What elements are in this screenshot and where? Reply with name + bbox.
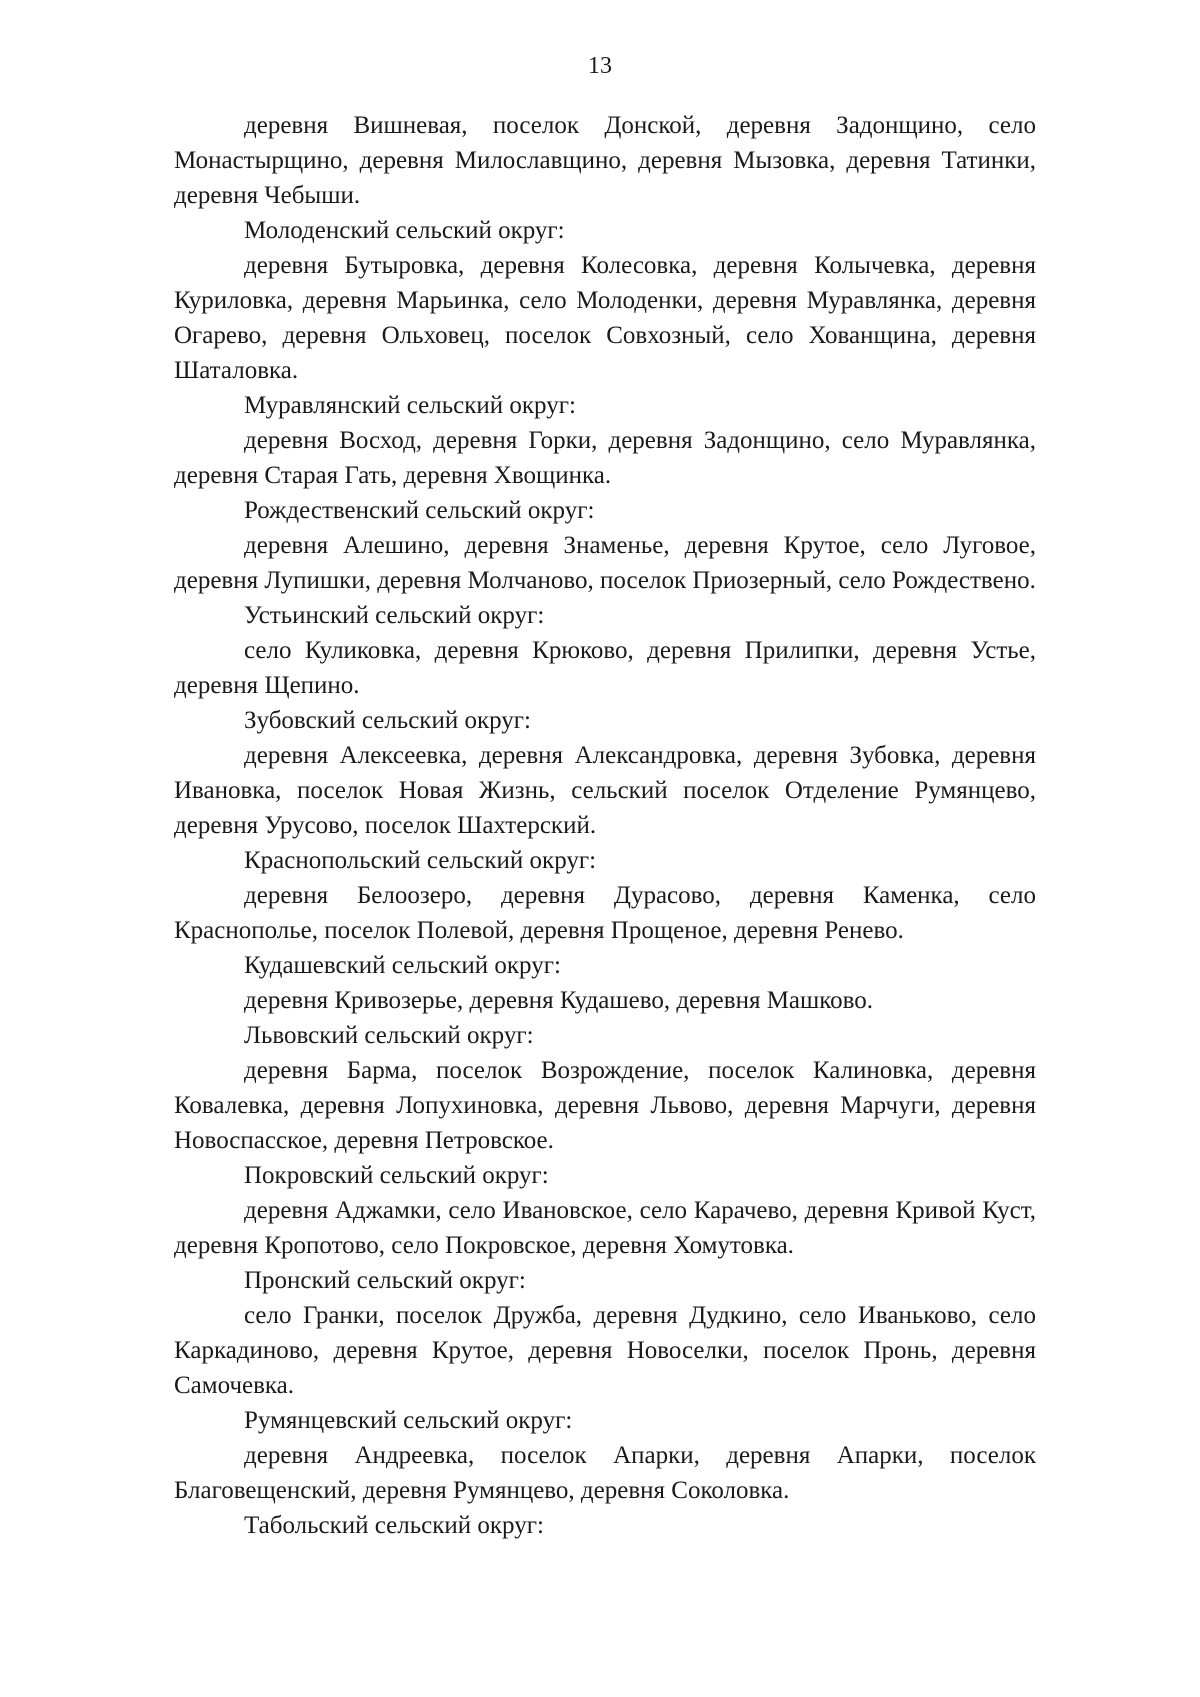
district-heading: Рождественский сельский округ:	[244, 497, 595, 524]
settlement-list: деревня Барма, поселок Возрождение, поселок Калиновка, деревня Ковалевка, деревня Лопухиновка, деревня Львово, деревня Марчуги, деревня Новоспасское, деревня Петровское.	[174, 1057, 1036, 1154]
district-heading: Табольский сельский округ:	[244, 1512, 544, 1539]
district-heading: Зубовский сельский округ:	[244, 707, 531, 734]
district-heading: Кудашевский сельский округ:	[244, 952, 561, 979]
page-number: 13	[588, 53, 612, 79]
district-heading: Львовский сельский округ:	[244, 1022, 534, 1049]
settlement-list: село Куликовка, деревня Крюково, деревня Прилипки, деревня Устье, деревня Щепино.	[174, 637, 1036, 699]
settlement-list: деревня Алешино, деревня Знаменье, деревня Крутое, село Луговое, деревня Лупишки, деревня Молчаново, поселок Приозерный, село Рождествено.	[174, 532, 1036, 594]
district-heading: Краснопольский сельский округ:	[244, 847, 597, 874]
settlement-list: деревня Алексеевка, деревня Александровка, деревня Зубовка, деревня Ивановка, поселок Новая Жизнь, сельский поселок Отделение Румянцево, деревня Урусово, поселок Шахтерский.	[174, 742, 1036, 839]
district-heading: Устьинский сельский округ:	[244, 602, 545, 629]
settlement-list: деревня Восход, деревня Горки, деревня Задонщино, село Муравлянка, деревня Старая Гать, деревня Хвощинка.	[174, 427, 1036, 489]
settlement-list: деревня Бутыровка, деревня Колесовка, деревня Колычевка, деревня Куриловка, деревня Марьинка, село Молоденки, деревня Муравлянка, деревня Огарево, деревня Ольховец, поселок Совхозный, село Хованщина, деревня Шаталовка.	[174, 252, 1036, 384]
document-body	[174, 108, 1036, 1543]
settlement-list: деревня Кривозерье, деревня Кудашево, деревня Машково.	[244, 987, 874, 1014]
district-heading: Покровский сельский округ:	[244, 1162, 549, 1189]
settlement-list: деревня Андреевка, поселок Апарки, деревня Апарки, поселок Благовещенский, деревня Румянцево, деревня Соколовка.	[174, 1442, 1036, 1504]
district-heading: Румянцевский сельский округ:	[244, 1407, 573, 1434]
settlement-list: деревня Аджамки, село Ивановское, село Карачево, деревня Кривой Куст, деревня Кропотово, село Покровское, деревня Хомутовка.	[174, 1197, 1036, 1259]
settlement-list: деревня Вишневая, поселок Донской, деревня Задонщино, село Монастырщино, деревня Милославщино, деревня Мызовка, деревня Татинки, деревня Чебыши.	[174, 112, 1036, 209]
settlement-list: село Гранки, поселок Дружба, деревня Дудкино, село Иваньково, село Каркадиново, деревня Крутое, деревня Новоселки, поселок Пронь, деревня Самочевка.	[174, 1302, 1036, 1399]
district-heading: Пронский сельский округ:	[244, 1267, 526, 1294]
settlement-list: деревня Белоозеро, деревня Дурасово, деревня Каменка, село Краснополье, поселок Полевой, деревня Прощеное, деревня Ренево.	[174, 882, 1036, 944]
district-heading: Муравлянский сельский округ:	[244, 392, 576, 419]
district-heading: Молоденский сельский округ:	[244, 217, 565, 244]
